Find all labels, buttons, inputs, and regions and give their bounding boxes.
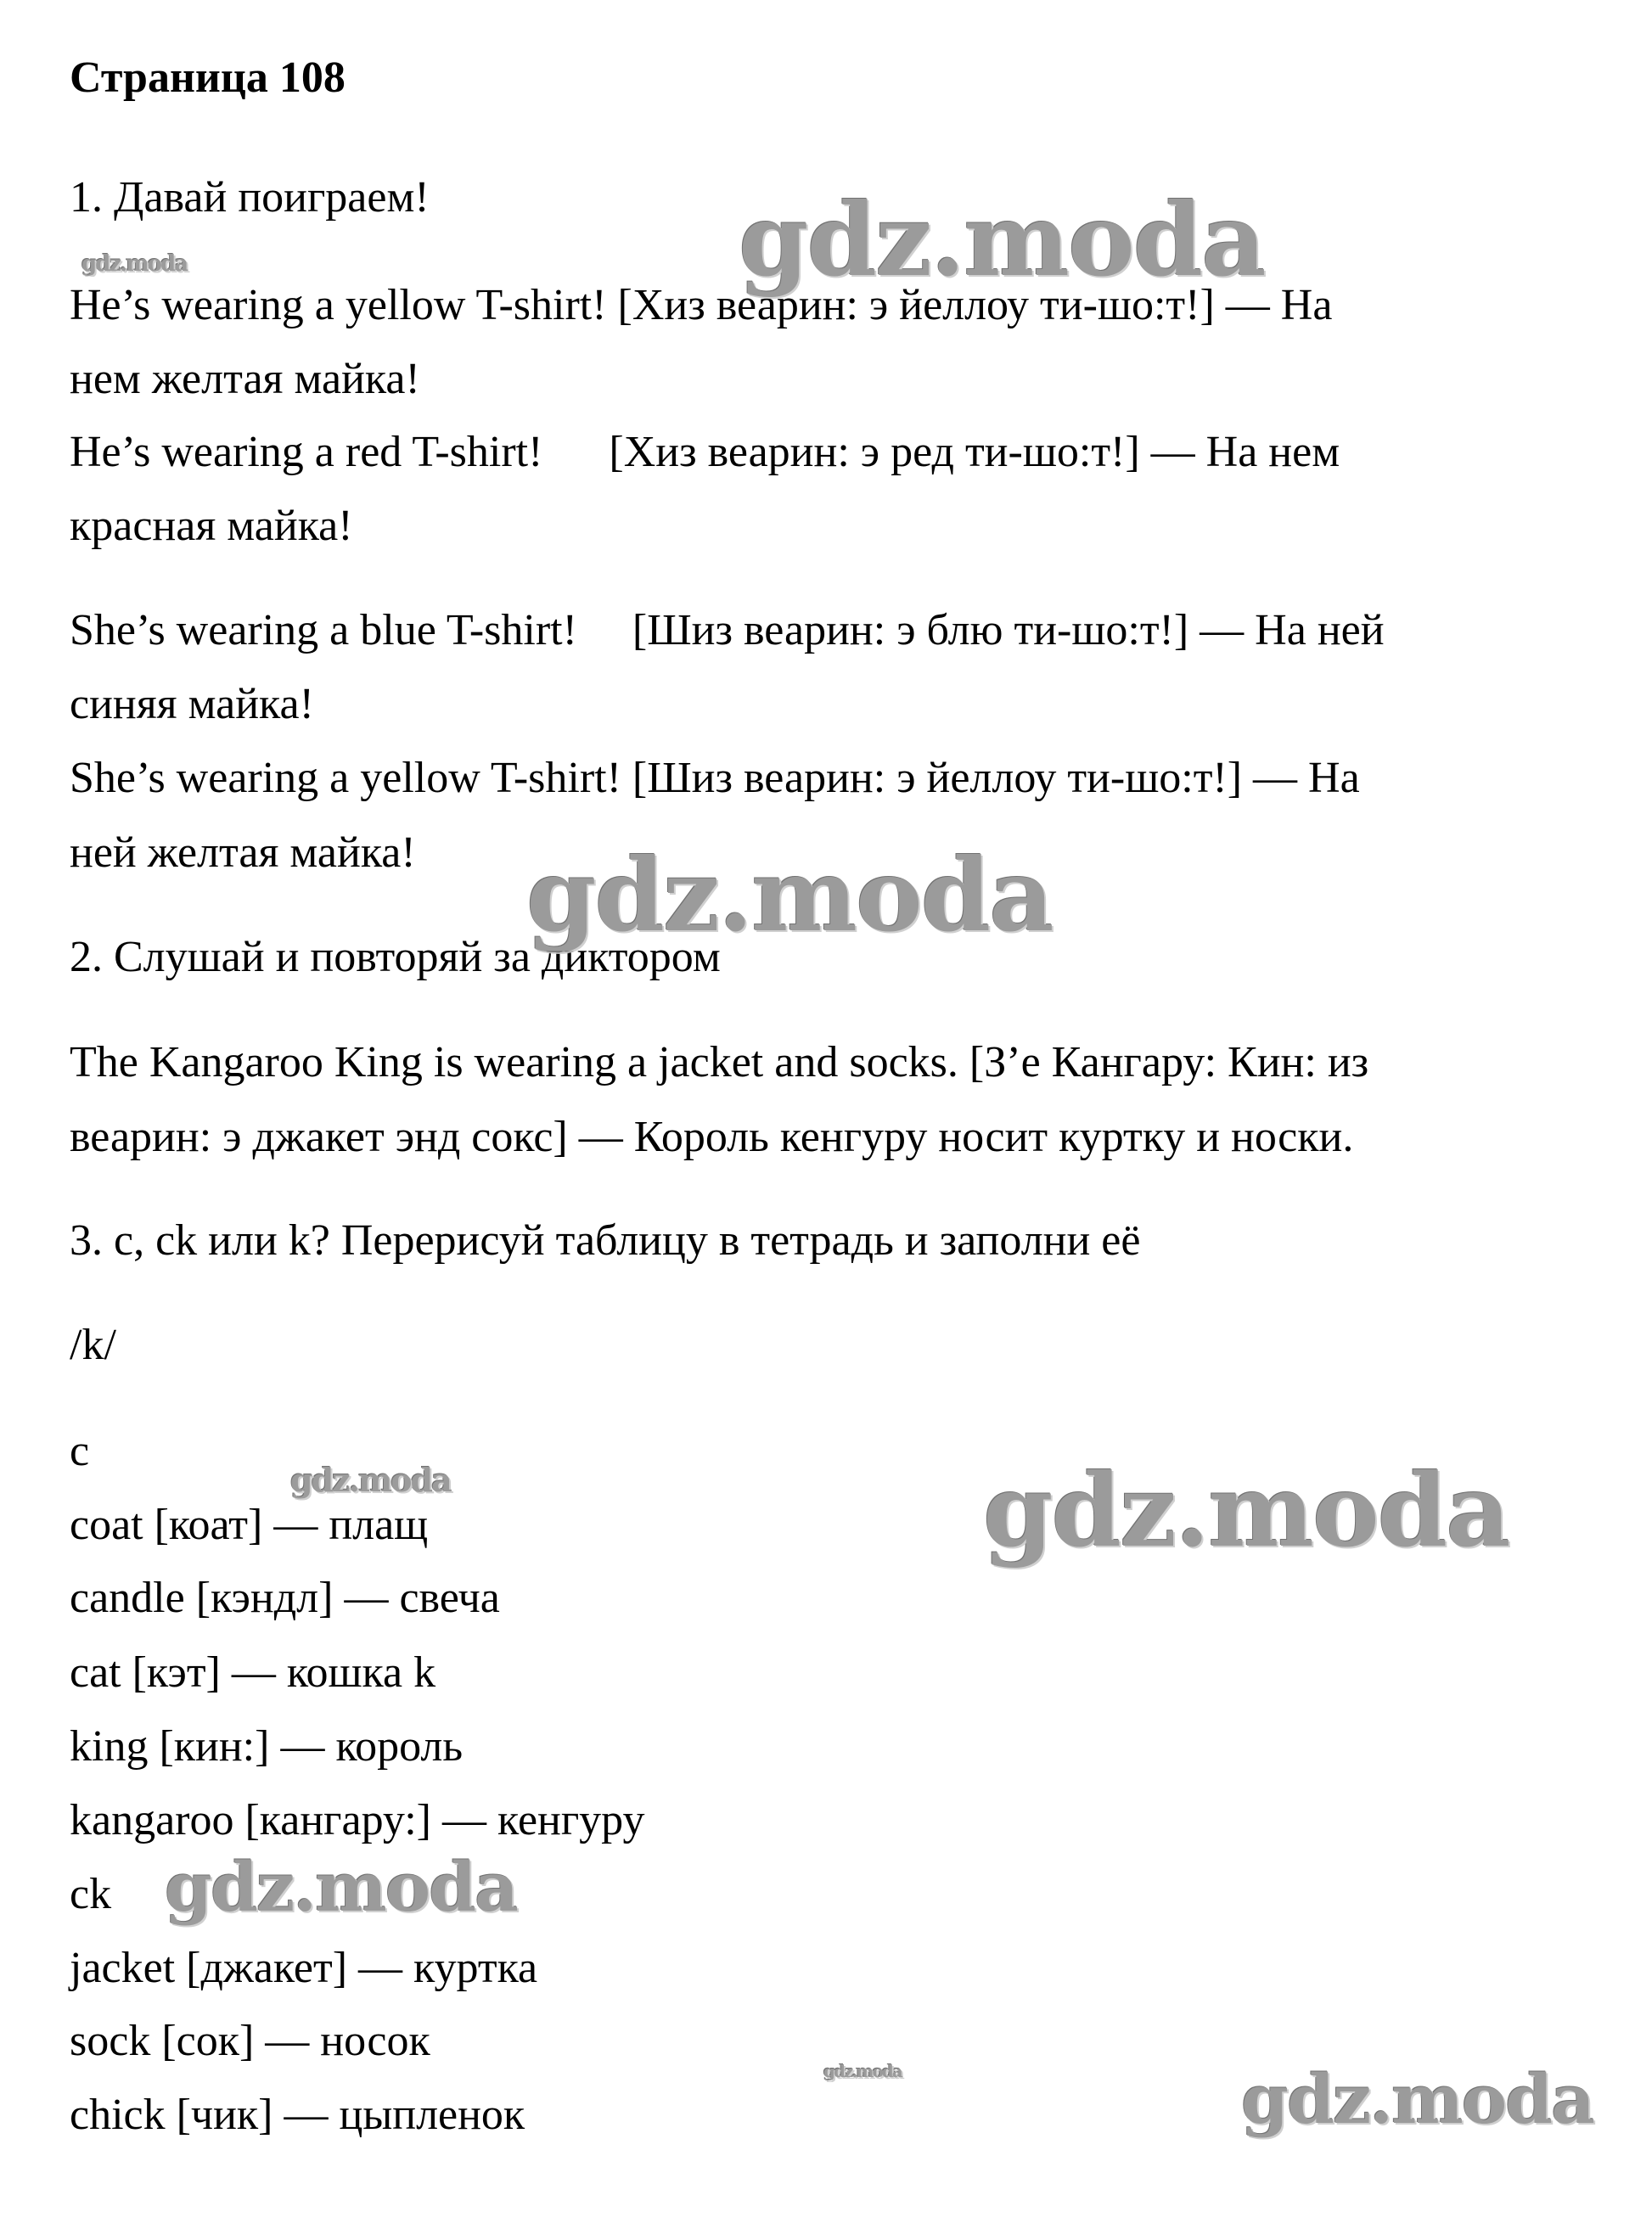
watermark-logo: gdz.moda (823, 2061, 902, 2081)
section2-heading: 2. Слушай и повторяй за диктором (70, 933, 721, 981)
watermark-logo: gdz.moda (165, 1847, 517, 1927)
watermark-logo: gdz.moda (290, 1461, 451, 1499)
section1-line: ней желтая майка! (70, 828, 416, 877)
section2-line: The Kangaroo King is wearing a jacket and socks. [З’е Кангару: Кин: из (70, 1038, 1369, 1086)
watermark-logo: gdz.moda (526, 836, 1053, 954)
section1-line: He’s wearing a yellow T-shirt! [Хиз веарин: э йеллоу ти-шо:т!] — На (70, 281, 1333, 329)
section1-line: She’s wearing a blue T-shirt! [Шиз веарин: э блю ти-шо:т!] — На ней (70, 606, 1385, 654)
section1-line: He’s wearing a red T-shirt! [Хиз веарин: э ред ти-шо:т!] — На нем (70, 428, 1340, 476)
section1-line: She’s wearing a yellow T-shirt! [Шиз веарин: э йеллоу ти-шо:т!] — На (70, 754, 1360, 802)
word-item: cat [кэт] — кошка k (70, 1648, 436, 1697)
word-item: chick [чик] — цыпленок (70, 2091, 525, 2139)
watermark-logo: gdz.moda (81, 251, 188, 277)
section3-heading: 3. c, ck или k? Перерисуй таблицу в тетрадь и заполни её (70, 1216, 1141, 1265)
word-item: sock [сок] — носок (70, 2017, 430, 2065)
section1-line: нем желтая майка! (70, 355, 420, 403)
word-item: kangaroo [кангару:] — кенгуру (70, 1796, 645, 1844)
section2-line: веарин: э джакет энд сокс] — Король кенгуру носит куртку и носки. (70, 1113, 1354, 1161)
page-title: Страница 108 (70, 53, 346, 102)
word-item: coat [коат] — плащ (70, 1501, 429, 1549)
watermark-logo: gdz.moda (739, 181, 1265, 299)
watermark-logo: gdz.moda (1241, 2059, 1593, 2139)
word-item: jacket [джакет] — куртка (70, 1944, 538, 1992)
section1-line: красная майка! (70, 502, 353, 550)
sound-label: /k/ (70, 1321, 116, 1369)
word-item: candle [кэндл] — свеча (70, 1574, 500, 1622)
word-item: king [кин:] — король (70, 1722, 464, 1771)
section1-heading: 1. Давай поиграем! (70, 173, 430, 222)
section1-line: синяя майка! (70, 680, 314, 728)
ck-column-label: ck (70, 1870, 112, 1918)
c-column-label: c (70, 1427, 90, 1475)
watermark-logo: gdz.moda (983, 1451, 1509, 1569)
